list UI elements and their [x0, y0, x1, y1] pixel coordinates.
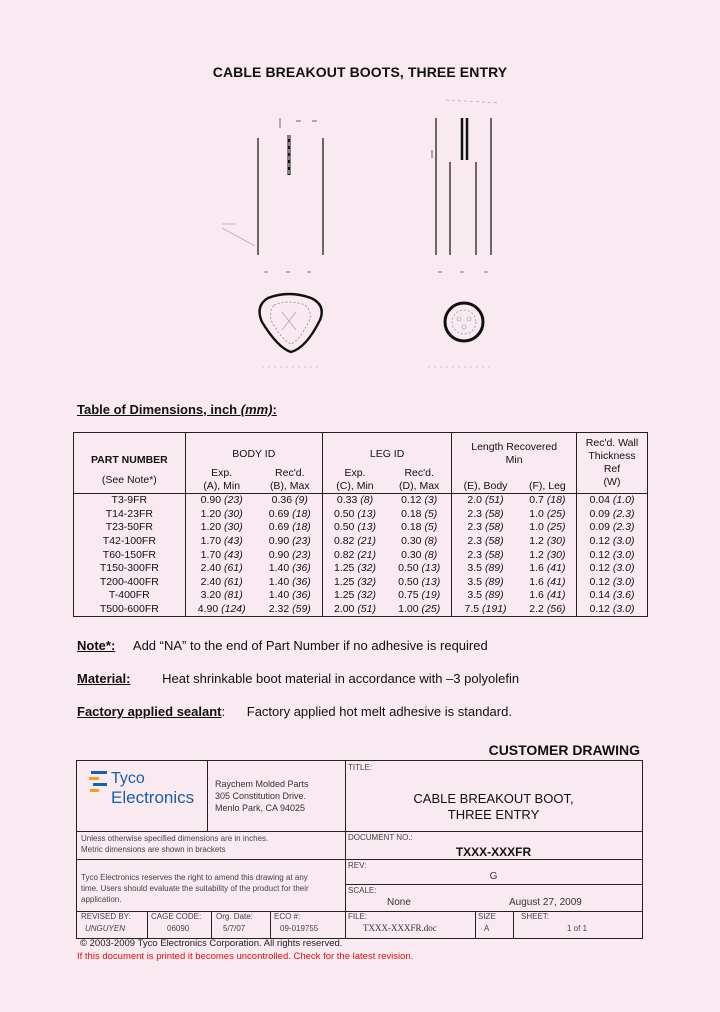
mm-value: (13): [421, 562, 441, 575]
mm-value: (2.3): [612, 507, 635, 520]
inch-value: 0.33: [336, 494, 358, 507]
inch-value: 0.75: [398, 589, 419, 602]
dimension-cell: [387, 589, 452, 603]
mm-value: (3.0): [612, 548, 635, 561]
mm-value: (19): [421, 589, 441, 602]
mm-value: (18): [292, 507, 311, 520]
dimension-cell: [387, 576, 452, 590]
mm-value: (21): [357, 548, 376, 561]
size-label: SIZE: [478, 912, 496, 921]
inch-value: 2.40: [200, 562, 222, 575]
boot-drawing: [0, 0, 720, 390]
mm-value: (81): [224, 589, 243, 602]
dimension-cell: [519, 562, 577, 576]
dimension-cell: [258, 521, 323, 535]
inch-value: 0.30: [401, 535, 422, 548]
inch-value: 0.30: [401, 548, 422, 561]
inch-value: 0.50: [398, 575, 419, 588]
dimension-cell: [577, 603, 648, 617]
part-number-cell: T14-23FR: [74, 508, 186, 522]
part-number-cell: T60-150FR: [74, 548, 186, 562]
dimension-cell: [322, 589, 387, 603]
address-line-2: 305 Constitution Drive.: [215, 791, 307, 801]
mm-value: (36): [292, 562, 311, 575]
dimension-cell: [452, 508, 519, 522]
title-label: TITLE:: [348, 763, 373, 772]
header-wall-thickness: Rec'd. Wall Thickness Ref (W): [577, 433, 648, 494]
dimension-cell: [185, 521, 257, 535]
table-row: [74, 576, 648, 590]
header-exp-a: Exp. (A), Min: [185, 467, 257, 494]
inch-value: 1.0: [529, 521, 544, 534]
inch-value: 1.6: [529, 562, 544, 575]
dimension-cell: [452, 535, 519, 549]
mm-value: (43): [224, 535, 243, 548]
dimension-cell: [452, 521, 519, 535]
inch-value: 0.09: [589, 521, 610, 534]
dimension-cell: [519, 494, 577, 508]
inch-value: 2.3: [467, 535, 483, 548]
mm-value: (58): [484, 507, 504, 520]
inch-value: 1.70: [200, 535, 222, 548]
header-e-body: (E), Body: [452, 467, 519, 494]
part-number-cell: T42-100FR: [74, 535, 186, 549]
drawing-title: CABLE BREAKOUT BOOT, THREE ENTRY: [413, 791, 574, 822]
dimension-cell: [185, 576, 257, 590]
company-name-2: Electronics: [111, 788, 195, 807]
mm-value: (5): [424, 521, 438, 534]
inch-value: 7.5: [464, 603, 480, 616]
dimension-cell: [519, 576, 577, 590]
mm-value: (61): [224, 562, 243, 575]
address-line-3: Menlo Park, CA 94025: [215, 803, 306, 813]
dimension-cell: [519, 521, 577, 535]
mm-value: (41): [546, 575, 566, 588]
part-number-cell: T500-600FR: [74, 603, 186, 617]
mm-value: (41): [546, 589, 566, 602]
rights-line-3: application.: [81, 895, 122, 904]
right-boot-end-view: [428, 303, 490, 367]
dimension-cell: [185, 494, 257, 508]
inch-value: 0.90: [268, 548, 290, 561]
dimension-cell: [185, 603, 257, 617]
inch-value: 2.3: [467, 548, 483, 561]
inch-value: 0.90: [268, 535, 290, 548]
tyco-logo-icon: [87, 769, 111, 793]
mm-value: (30): [224, 521, 243, 534]
dimension-cell: [185, 589, 257, 603]
dimension-cell: [258, 508, 323, 522]
dimension-cell: [258, 576, 323, 590]
header-recd-b: Rec'd. (B), Max: [258, 467, 323, 494]
mm-value: (41): [546, 562, 566, 575]
dimension-cell: [258, 562, 323, 576]
inch-value: 0.69: [268, 507, 290, 520]
mm-value: (61): [224, 575, 243, 588]
table-row: [74, 494, 648, 508]
inch-value: 1.40: [268, 589, 290, 602]
dimension-cell: [577, 562, 648, 576]
dimension-note-1: Unless otherwise specified dimensions are in inches.: [81, 834, 269, 843]
sealant-label: Factory applied sealant: [77, 704, 222, 719]
rights-line-2: time. Users should evaluate the suitability of the product for their: [81, 884, 309, 893]
size-value: A: [484, 924, 490, 933]
header-exp-c: Exp. (C), Min: [322, 467, 387, 494]
mm-value: (89): [484, 562, 504, 575]
note-sealant: Factory applied sealant: Factory applied hot melt adhesive is standard.: [77, 704, 512, 719]
cage-code-label: CAGE CODE:: [151, 912, 202, 921]
table-row: [74, 508, 648, 522]
table-row: [74, 603, 648, 617]
inch-value: 2.40: [200, 575, 222, 588]
file-value: TXXX-XXXFR.doc: [363, 923, 437, 933]
dimension-cell: [519, 603, 577, 617]
header-part-number: PART NUMBER: [74, 433, 186, 468]
dimension-cell: [577, 494, 648, 508]
inch-value: 0.04: [589, 494, 610, 507]
rights-line-1: Tyco Electronics reserves the right to amend this drawing at any: [81, 873, 308, 882]
dimension-cell: [452, 548, 519, 562]
inch-value: 2.3: [467, 507, 483, 520]
inch-value: 1.00: [398, 603, 419, 616]
dimension-cell: [185, 548, 257, 562]
dimension-cell: [519, 548, 577, 562]
mm-value: (124): [221, 603, 246, 616]
inch-value: 0.82: [333, 548, 355, 561]
dimension-cell: [185, 562, 257, 576]
rev-value: G: [489, 871, 498, 882]
material-label: Material:: [77, 671, 131, 686]
rev-label: REV:: [348, 861, 367, 870]
inch-value: 2.3: [467, 521, 483, 534]
dimension-cell: [387, 603, 452, 617]
mm-value: (51): [357, 603, 376, 616]
dimension-cell: [452, 589, 519, 603]
header-body-id: BODY ID: [185, 433, 322, 468]
inch-value: 3.5: [467, 589, 483, 602]
dimension-cell: [322, 535, 387, 549]
dimension-cell: [387, 521, 452, 535]
material-text: Heat shrinkable boot material in accordance with –3 polyolefin: [162, 671, 520, 686]
dimension-cell: [387, 508, 452, 522]
part-number-cell: T-400FR: [74, 589, 186, 603]
mm-value: (32): [357, 562, 376, 575]
table-row: [74, 589, 648, 603]
mm-value: (8): [360, 494, 374, 507]
mm-value: (13): [357, 507, 376, 520]
mm-value: (30): [546, 535, 566, 548]
table-row: [74, 562, 648, 576]
inch-value: 1.25: [333, 589, 355, 602]
inch-value: 2.32: [268, 603, 290, 616]
dimension-cell: [577, 535, 648, 549]
dimension-cell: [577, 589, 648, 603]
mm-value: (13): [357, 521, 376, 534]
mm-value: (30): [546, 548, 566, 561]
uncontrolled-warning: If this document is printed it becomes uncontrolled. Check for the latest revision.: [77, 951, 414, 962]
inch-value: 0.18: [401, 521, 422, 534]
mm-value: (3.0): [612, 603, 635, 616]
inch-value: 0.12: [589, 548, 610, 561]
dimension-cell: [322, 494, 387, 508]
org-date-value: 5/7/07: [223, 924, 246, 933]
mm-value: (89): [484, 575, 504, 588]
left-boot-end-view: [260, 294, 322, 367]
dimension-cell: [452, 603, 519, 617]
inch-value: 1.2: [529, 535, 544, 548]
dimension-cell: [387, 562, 452, 576]
inch-value: 0.12: [401, 494, 422, 507]
dimension-cell: [258, 494, 323, 508]
mm-value: (59): [292, 603, 311, 616]
scale-label: SCALE:: [348, 886, 377, 895]
dimension-cell: [387, 535, 452, 549]
revised-by-label: REVISED BY:: [81, 912, 131, 921]
cage-code-value: 06090: [167, 924, 190, 933]
inch-value: 2.2: [529, 603, 544, 616]
inch-value: 1.70: [200, 548, 222, 561]
header-recd-d: Rec'd. (D), Max: [387, 467, 452, 494]
mm-value: (5): [424, 507, 438, 520]
mm-value: (21): [357, 535, 376, 548]
dimension-cell: [519, 508, 577, 522]
dimension-cell: [387, 494, 452, 508]
inch-value: 0.09: [589, 507, 610, 520]
dimension-cell: [577, 548, 648, 562]
dimension-cell: [322, 521, 387, 535]
dimension-cell: [258, 548, 323, 562]
dimension-cell: [322, 603, 387, 617]
part-number-cell: T3-9FR: [74, 494, 186, 508]
inch-value: 0.14: [589, 589, 610, 602]
inch-value: 0.12: [589, 562, 610, 575]
mm-value: (8): [424, 535, 438, 548]
mm-value: (18): [546, 494, 566, 507]
dimension-cell: [577, 576, 648, 590]
mm-value: (8): [424, 548, 438, 561]
mm-value: (58): [484, 521, 504, 534]
mm-value: (51): [484, 494, 504, 507]
dimension-cell: [185, 535, 257, 549]
mm-value: (30): [224, 507, 243, 520]
right-boot-side-view: [432, 100, 500, 272]
eco-label: ECO #:: [274, 912, 301, 921]
inch-value: 3.20: [200, 589, 222, 602]
mm-value: (25): [546, 521, 566, 534]
header-see-note: (See Note*): [74, 467, 186, 494]
dimension-note-2: Metric dimensions are shown in brackets: [81, 845, 226, 854]
mm-value: (25): [421, 603, 441, 616]
mm-value: (23): [292, 548, 311, 561]
inch-value: 0.82: [333, 535, 355, 548]
dimension-cell: [322, 562, 387, 576]
scale-value: None: [387, 897, 411, 908]
dimension-cell: [322, 548, 387, 562]
customer-drawing-label: CUSTOMER DRAWING: [488, 742, 640, 758]
inch-value: 1.6: [529, 575, 544, 588]
inch-value: 4.90: [197, 603, 219, 616]
inch-value: 1.6: [529, 589, 544, 602]
company-name-1: Tyco: [111, 770, 145, 787]
drawing-date: August 27, 2009: [509, 897, 582, 908]
dimension-cell: [519, 589, 577, 603]
dimension-cell: [577, 521, 648, 535]
inch-value: 0.36: [271, 494, 293, 507]
inch-value: 0.12: [589, 575, 610, 588]
mm-value: (89): [484, 589, 504, 602]
mm-value: (3): [424, 494, 438, 507]
mm-value: (3.0): [612, 535, 635, 548]
inch-value: 0.69: [268, 521, 290, 534]
document-number: TXXX-XXXFR: [455, 845, 532, 859]
revised-by-value: UNGUYEN: [85, 924, 126, 933]
mm-value: (18): [292, 521, 311, 534]
inch-value: 0.12: [589, 603, 610, 616]
dimension-cell: [452, 562, 519, 576]
inch-value: 1.40: [268, 562, 290, 575]
sheet-value: 1 of 1: [567, 924, 588, 933]
file-label: FILE:: [348, 912, 368, 921]
sheet-label: SHEET:: [521, 912, 550, 921]
inch-value: 1.20: [200, 521, 222, 534]
inch-value: 1.2: [529, 548, 544, 561]
part-number-cell: T23-50FR: [74, 521, 186, 535]
mm-value: (43): [224, 548, 243, 561]
org-date-label: Org. Date:: [216, 912, 253, 921]
mm-value: (32): [357, 575, 376, 588]
mm-value: (3.0): [612, 562, 635, 575]
inch-value: 1.0: [529, 507, 544, 520]
inch-value: 2.00: [333, 603, 355, 616]
eco-value: 09-019755: [280, 924, 319, 933]
table-row: [74, 521, 648, 535]
inch-value: 0.50: [333, 521, 355, 534]
document-label: DOCUMENT NO.:: [348, 833, 413, 842]
header-leg-id: LEG ID: [322, 433, 451, 468]
table-row: [74, 535, 648, 549]
dimension-cell: [322, 508, 387, 522]
inch-value: 1.20: [200, 507, 222, 520]
inch-value: 0.12: [589, 535, 610, 548]
dimensions-heading: Table of Dimensions, inch (mm):: [77, 402, 277, 417]
dimension-cell: [519, 535, 577, 549]
note-material: [77, 671, 519, 686]
copyright: © 2003-2009 Tyco Electronics Corporation. All rights reserved.: [80, 938, 343, 949]
mm-value: (58): [484, 548, 504, 561]
inch-value: 3.5: [467, 575, 483, 588]
note-adhesive: [77, 638, 488, 653]
title-block: [76, 760, 643, 939]
mm-value: (3.0): [612, 575, 635, 588]
inch-value: 0.18: [401, 507, 422, 520]
header-f-leg: (F), Leg: [519, 467, 577, 494]
inch-value: 1.25: [333, 575, 355, 588]
mm-value: (9): [295, 494, 308, 507]
page-title: CABLE BREAKOUT BOOTS, THREE ENTRY: [212, 64, 508, 80]
mm-value: (2.3): [612, 521, 635, 534]
inch-value: 1.40: [268, 575, 290, 588]
mm-value: (1.0): [612, 494, 635, 507]
mm-value: (23): [224, 494, 243, 507]
mm-value: (191): [482, 603, 507, 616]
mm-value: (3.6): [612, 589, 635, 602]
inch-value: 0.7: [529, 494, 544, 507]
note-label: Note*:: [77, 638, 116, 653]
dimension-cell: [258, 603, 323, 617]
inch-value: 0.50: [333, 507, 355, 520]
mm-value: (36): [292, 575, 311, 588]
inch-value: 0.90: [200, 494, 222, 507]
left-boot-side-view: [222, 118, 323, 272]
inch-value: 0.50: [398, 562, 419, 575]
dimensions-table: [73, 432, 648, 617]
mm-value: (36): [292, 589, 311, 602]
dimension-cell: [258, 589, 323, 603]
table-row: [74, 548, 648, 562]
mm-value: (13): [421, 575, 441, 588]
sealant-text: Factory applied hot melt adhesive is standard.: [246, 704, 512, 719]
dimension-cell: [185, 508, 257, 522]
dimension-cell: [387, 548, 452, 562]
note-text: Add “NA” to the end of Part Number if no adhesive is required: [132, 638, 488, 653]
mm-value: (23): [292, 535, 311, 548]
mm-value: (32): [357, 589, 376, 602]
mm-value: (56): [546, 603, 566, 616]
dimension-cell: [577, 508, 648, 522]
part-number-cell: T200-400FR: [74, 576, 186, 590]
mm-value: (25): [546, 507, 566, 520]
dimension-cell: [258, 535, 323, 549]
dimension-cell: [452, 576, 519, 590]
dimension-cell: [452, 494, 519, 508]
address-line-1: Raychem Molded Parts: [215, 779, 309, 789]
inch-value: 1.25: [333, 562, 355, 575]
dimension-cell: [322, 576, 387, 590]
header-length-recovered: Length Recovered Min: [452, 433, 577, 468]
part-number-cell: T150-300FR: [74, 562, 186, 576]
mm-value: (58): [484, 535, 504, 548]
inch-value: 2.0: [467, 494, 483, 507]
inch-value: 3.5: [467, 562, 483, 575]
